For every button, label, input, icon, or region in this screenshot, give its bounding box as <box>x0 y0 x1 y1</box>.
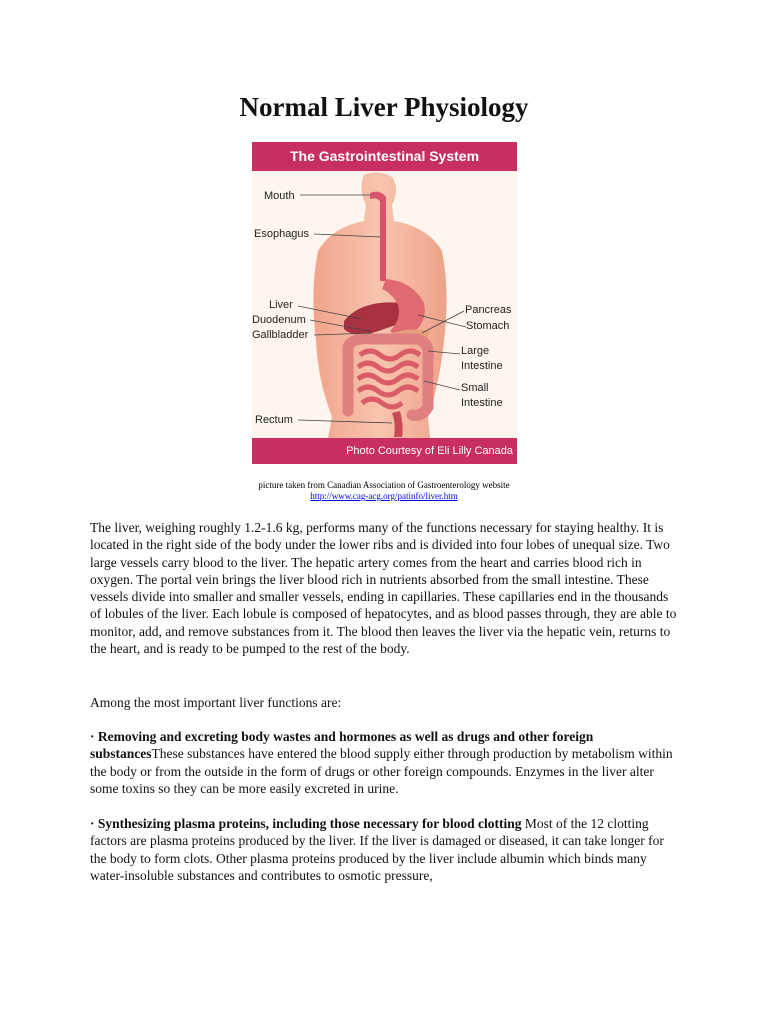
label-mouth: Mouth <box>264 190 295 202</box>
label-duodenum: Duodenum <box>252 314 306 326</box>
paragraph-plasma-proteins <box>90 815 680 884</box>
label-large-intestine-1: Large <box>461 345 490 357</box>
text-waste-removal: These substances have entered the blood supply either through production by metabolism within the body or from the outside in the form of drugs or other foreign compounds. Enzymes in the liver alter some toxins so they can be more easily excreted in urine. <box>90 746 673 796</box>
paragraph-functions-intro: Among the most important liver functions are: <box>90 695 342 710</box>
label-large-intestine-2: Intestine <box>461 360 503 372</box>
figure-footer <box>252 438 517 464</box>
source-link[interactable]: http://www.cag-acg.org/patinfo/liver.htm <box>310 491 458 501</box>
heading-plasma-proteins: · Synthesizing plasma proteins, including those necessary for blood clotting <box>90 816 522 831</box>
figure-credit: Photo Courtesy of Eli Lilly Canada <box>346 445 513 457</box>
paragraph-waste-removal <box>90 728 680 797</box>
label-pancreas: Pancreas <box>465 304 512 316</box>
page-title: Normal Liver Physiology <box>239 92 529 122</box>
heading-waste-removal: · Removing and excreting body wastes and hormones as well as drugs and other foreign substances <box>90 729 594 762</box>
label-esophagus: Esophagus <box>254 228 310 240</box>
label-liver: Liver <box>269 299 293 311</box>
figure-caption: picture taken from Canadian Association of Gastroenterology website <box>258 480 510 490</box>
gastrointestinal-figure <box>252 142 517 464</box>
label-stomach: Stomach <box>466 320 510 332</box>
label-small-intestine-1: Small <box>461 382 489 394</box>
text-plasma-proteins: Most of the 12 clotting factors are plasma proteins produced by the liver. If the liver is damaged or diseased, it can take longer for the body to form clots. Other plasma proteins produced by the liver include albumin which binds many water-insoluble substances and contributes to osmotic pressure, <box>90 816 664 883</box>
label-gallbladder: Gallbladder <box>252 329 309 341</box>
paragraph-liver-overview: The liver, weighing roughly 1.2-1.6 kg, performs many of the functions necessary for staying healthy. It is located in the right side of the body under the lower ribs and is divided into four lobes of unequal size. Two large vessels carry blood to the liver. The hepatic artery comes from the heart and carries blood rich in oxygen. The portal vein brings the liver blood rich in nutrients absorbed from the small intestine. These vessels divide into smaller and smaller vessels, ending in capillaries. These capillaries end in the thousands of lobules of the liver. Each lobule is composed of hepatocytes, and as blood passes through, they are able to monitor, add, and remove substances from it. The blood then leaves the liver via the hepatic vein, returns to the heart, and is ready to be pumped to the rest of the body. <box>90 520 677 657</box>
figure-header: The Gastrointestinal System <box>252 142 517 171</box>
label-small-intestine-2: Intestine <box>461 397 503 409</box>
label-rectum: Rectum <box>255 414 293 426</box>
figure-source <box>0 491 768 501</box>
